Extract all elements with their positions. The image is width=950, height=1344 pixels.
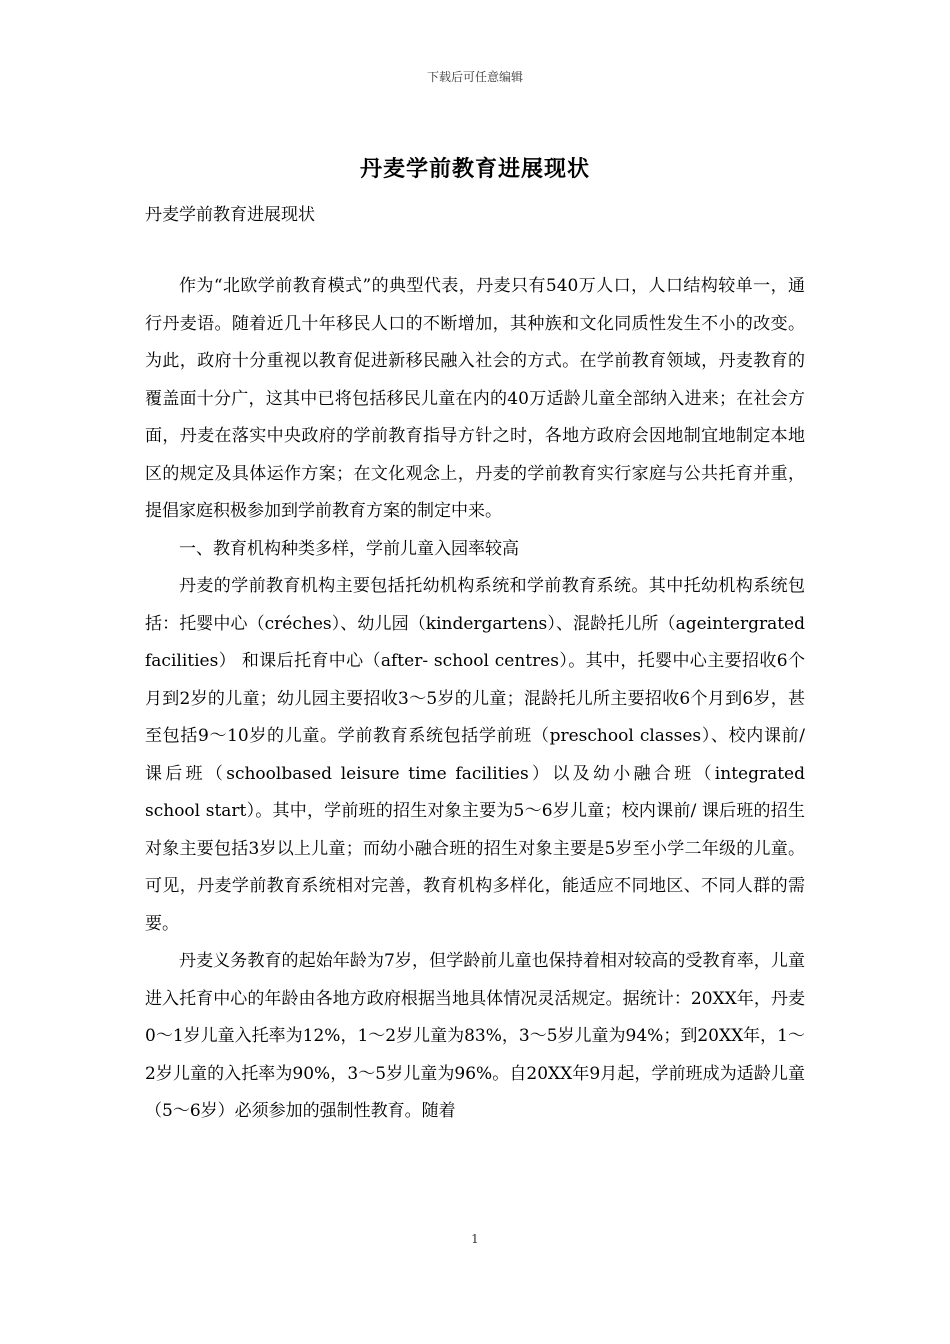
document-title: 丹麦学前教育进展现状 — [359, 156, 590, 182]
header-note: 下载后可任意编辑 — [426, 70, 523, 84]
page-number: 1 — [471, 1232, 479, 1246]
document-body — [145, 268, 805, 1131]
paragraph-enrollment: 丹麦义务教育的起始年龄为7岁，但学龄前儿童也保持着相对较高的受教育率，儿童进入托育中心的年龄由各地方政府根据当地具体情况灵活规定。据统计：20XX年，丹麦0～1岁儿童入托率为12%，1～2岁儿童为83%，3～5岁儿童为94%；到20XX年，1～2岁儿童的入托率为90%，3～5岁儿童为96%。自20XX年9月起，学前班成为适龄儿童（5～6岁）必须参加的强制性教育。随着 — [145, 951, 805, 1121]
section-heading: 一、教育机构种类多样，学前儿童入园率较高 — [179, 538, 519, 559]
paragraph-intro: 作为“北欧学前教育模式”的典型代表，丹麦只有540万人口，人口结构较单一，通行丹麦语。随着近几十年移民人口的不断增加，其种族和文化同质性发生不小的改变。为此，政府十分重视以教育促进新移民融入社会的方式。在学前教育领域，丹麦教育的覆盖面十分广，这其中已将包括移民儿童在内的40万适龄儿童全部纳入进来；在社会方面，丹麦在落实中央政府的学前教育指导方针之时，各地方政府会因地制宜地制定本地区的规定及具体运作方案；在文化观念上，丹麦的学前教育实行家庭与公共托育并重，提倡家庭积极参加到学前教育方案的制定中来。 — [145, 276, 805, 521]
paragraph-institutions: 丹麦的学前教育机构主要包括托幼机构系统和学前教育系统。其中托幼机构系统包括：托婴中心（créches）、幼儿园（kindergartens）、混龄托儿所（ageintergrated facilities） 和课后托育中心（after- school centres）。其中，托婴中心主要招收6个月到2岁的儿童；幼儿园主要招收3～5岁的儿童；混龄托儿所主要招收6个月到6岁，甚至包括9～10岁的儿童。学前教育系统包括学前班（preschool classes）、校内课前/ 课后班（schoolbased leisure time facilities）以及幼小融合班（integrated school start）。其中，学前班的招生对象主要为5～6岁儿童；校内课前/ 课后班的招生对象主要包括3岁以上儿童；而幼小融合班的招生对象主要是5岁至小学二年级的儿童。可见，丹麦学前教育系统相对完善，教育机构多样化，能适应不同地区、不同人群的需要。 — [145, 576, 805, 934]
document-subtitle: 丹麦学前教育进展现状 — [145, 205, 315, 225]
